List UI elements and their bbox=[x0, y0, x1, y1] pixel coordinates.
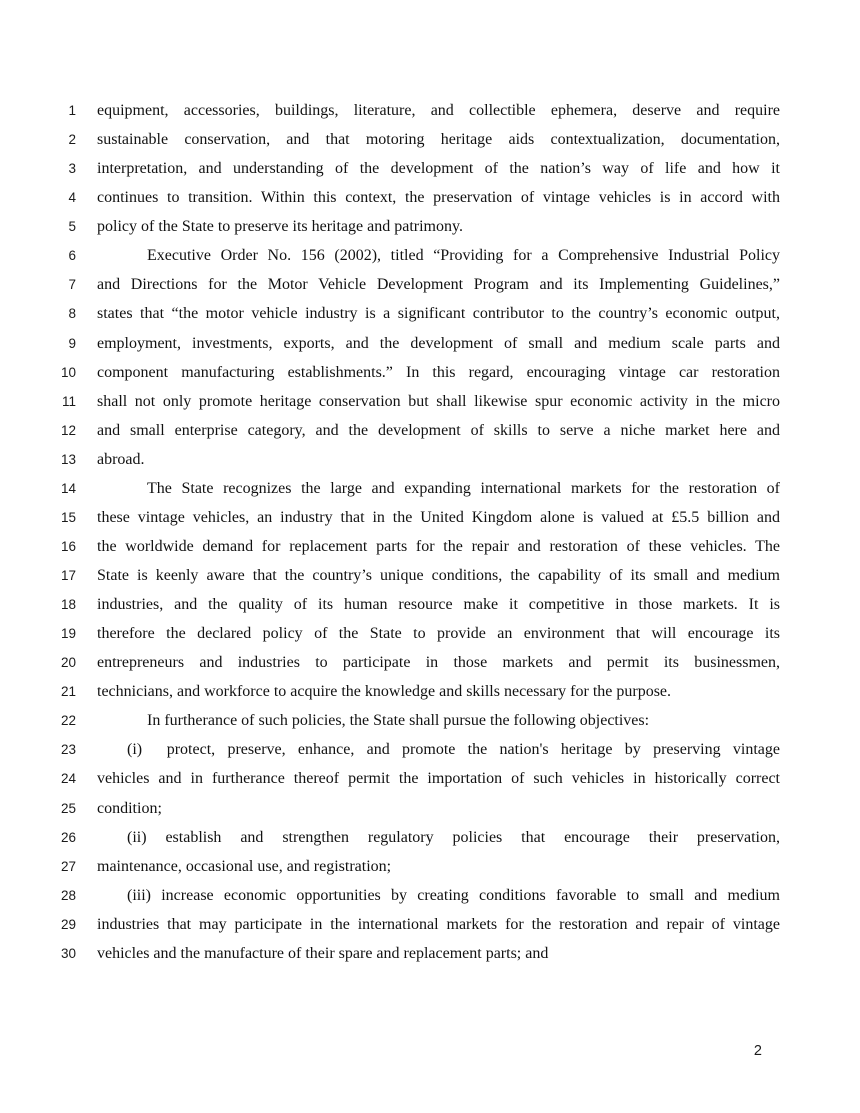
line-number: 5 bbox=[68, 219, 76, 235]
line-text: interpretation, and understanding of the development of the nation’s way of life and how it bbox=[97, 160, 780, 178]
line-text: states that “the motor vehicle industry is a significant contributor to the country’s economic output, bbox=[97, 305, 780, 323]
document-line bbox=[0, 561, 860, 590]
document-line bbox=[0, 881, 860, 910]
line-text: Executive Order No. 156 (2002), titled “Providing for a Comprehensive Industrial Policy bbox=[147, 247, 780, 265]
line-number: 23 bbox=[60, 742, 76, 758]
document-line bbox=[0, 648, 860, 677]
line-number: 26 bbox=[60, 829, 76, 845]
document-line bbox=[0, 241, 860, 270]
document-line bbox=[0, 532, 860, 561]
line-number: 12 bbox=[60, 422, 76, 438]
document-line bbox=[0, 154, 860, 183]
document-line bbox=[0, 212, 860, 241]
document-line bbox=[0, 677, 860, 706]
line-text: continues to transition. Within this context, the preservation of vintage vehicles is in accord with bbox=[97, 189, 780, 207]
document-line bbox=[0, 445, 860, 474]
document-line bbox=[0, 735, 860, 764]
document-line bbox=[0, 794, 860, 823]
line-text: technicians, and workforce to acquire the knowledge and skills necessary for the purpose. bbox=[97, 683, 672, 701]
document-line bbox=[0, 706, 860, 735]
document-body bbox=[0, 96, 860, 968]
line-text: vehicles and the manufacture of their spare and replacement parts; and bbox=[97, 944, 549, 962]
document-line bbox=[0, 503, 860, 532]
line-text: industries that may participate in the international markets for the restoration and repair of vintage bbox=[97, 915, 780, 933]
line-number: 4 bbox=[68, 190, 76, 206]
document-line bbox=[0, 852, 860, 881]
document-line bbox=[0, 823, 860, 852]
line-number: 13 bbox=[60, 451, 76, 467]
document-line bbox=[0, 270, 860, 299]
line-text: condition; bbox=[97, 799, 162, 817]
line-number: 30 bbox=[60, 945, 76, 961]
line-text: shall not only promote heritage conservation but shall likewise spur economic activity in the micro bbox=[97, 392, 780, 410]
document-line bbox=[0, 299, 860, 328]
line-number: 11 bbox=[61, 393, 76, 409]
document-line bbox=[0, 125, 860, 154]
line-number: 14 bbox=[60, 480, 76, 496]
line-text: entrepreneurs and industries to participate in those markets and permit its businessmen, bbox=[97, 654, 780, 672]
line-text: (iii) increase economic opportunities by creating conditions favorable to small and medium bbox=[127, 886, 780, 904]
line-number: 16 bbox=[60, 538, 76, 554]
line-number: 3 bbox=[68, 161, 76, 177]
line-text: The State recognizes the large and expanding international markets for the restoration of bbox=[147, 479, 780, 497]
document-line bbox=[0, 358, 860, 387]
line-text: State is keenly aware that the country’s unique conditions, the capability of its small and medium bbox=[97, 567, 780, 584]
line-number: 28 bbox=[60, 887, 76, 903]
line-text: sustainable conservation, and that motoring heritage aids contextualization, documentation, bbox=[97, 131, 780, 149]
line-number: 8 bbox=[68, 306, 76, 322]
line-number: 2 bbox=[68, 132, 76, 148]
line-number: 17 bbox=[60, 568, 76, 583]
document-line bbox=[0, 590, 860, 619]
document-line bbox=[0, 416, 860, 445]
document-line bbox=[0, 96, 860, 125]
page-footer bbox=[0, 1041, 762, 1061]
line-number: 9 bbox=[68, 335, 76, 351]
line-number: 20 bbox=[60, 655, 76, 671]
line-text: (i) protect, preserve, enhance, and promote the nation's heritage by preserving vintage bbox=[127, 741, 780, 759]
line-number: 6 bbox=[68, 248, 76, 264]
line-text: these vintage vehicles, an industry that in the United Kingdom alone is valued at £5.5 billion and bbox=[97, 508, 780, 526]
line-text: component manufacturing establishments.” In this regard, encouraging vintage car restoration bbox=[97, 363, 780, 381]
line-text: maintenance, occasional use, and registration; bbox=[97, 857, 392, 875]
page-number: 2 bbox=[753, 1043, 762, 1059]
line-text: In furtherance of such policies, the State shall pursue the following objectives: bbox=[147, 712, 650, 730]
line-text: industries, and the quality of its human resource make it competitive in those markets. It is bbox=[97, 596, 780, 614]
document-line bbox=[0, 910, 860, 939]
line-text: and small enterprise category, and the development of skills to serve a niche market here and bbox=[97, 421, 780, 439]
document-line bbox=[0, 329, 860, 358]
document-line bbox=[0, 764, 860, 793]
line-number: 18 bbox=[60, 597, 76, 613]
line-number: 1 bbox=[68, 103, 76, 118]
line-number: 29 bbox=[60, 916, 76, 932]
line-number: 22 bbox=[60, 713, 76, 729]
line-text: and Directions for the Motor Vehicle Development Program and its Implementing Guidelines,” bbox=[97, 276, 780, 294]
line-text: policy of the State to preserve its heritage and patrimony. bbox=[97, 218, 463, 236]
document-line bbox=[0, 183, 860, 212]
line-text: abroad. bbox=[97, 450, 145, 468]
document-line bbox=[0, 387, 860, 416]
line-text: the worldwide demand for replacement parts for the repair and restoration of these vehicles. The bbox=[97, 537, 780, 555]
line-number: 15 bbox=[60, 509, 76, 525]
line-number: 27 bbox=[60, 858, 76, 874]
line-number: 7 bbox=[68, 277, 76, 293]
document-line bbox=[0, 939, 860, 968]
line-text: vehicles and in furtherance thereof permit the importation of such vehicles in historically correct bbox=[97, 770, 780, 788]
document-line bbox=[0, 474, 860, 503]
line-text: therefore the declared policy of the State to provide an environment that will encourage its bbox=[97, 625, 780, 643]
line-text: equipment, accessories, buildings, literature, and collectible ephemera, deserve and require bbox=[97, 102, 780, 119]
document-line bbox=[0, 619, 860, 648]
line-number: 19 bbox=[60, 626, 76, 642]
line-text: employment, investments, exports, and the development of small and medium scale parts and bbox=[97, 334, 780, 352]
line-number: 21 bbox=[60, 684, 76, 700]
line-text: (ii) establish and strengthen regulatory policies that encourage their preservation, bbox=[127, 828, 780, 846]
line-number: 24 bbox=[60, 771, 76, 787]
line-number: 10 bbox=[60, 364, 76, 380]
line-number: 25 bbox=[60, 800, 76, 816]
